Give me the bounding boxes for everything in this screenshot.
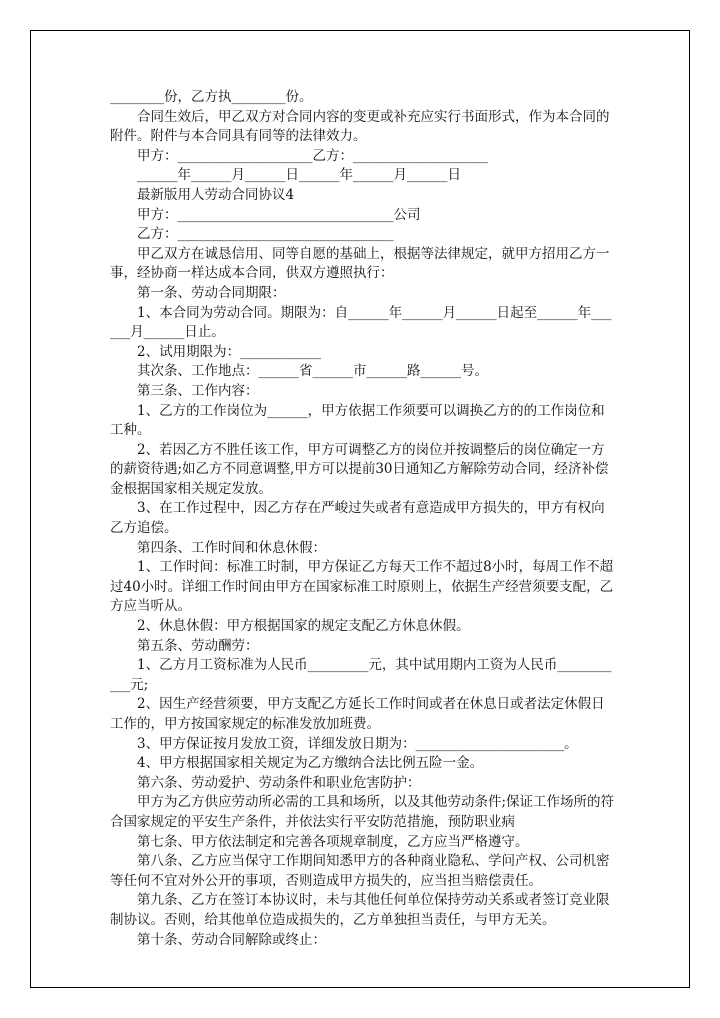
paragraph: ________份，乙方执________份。 <box>110 89 313 105</box>
paragraph: 第六条、劳动爱护、劳动条件和职业危害防护： <box>137 774 421 791</box>
paragraph: 第四条、工作时间和休息休假： <box>137 539 326 556</box>
paragraph: 甲方为乙方供应劳动所必需的工具和场所，以及其他劳动条件;保证工作场所的符合国家规定的平安生产条件，并依法实行平安防范措施，预防职业病 <box>110 794 615 830</box>
paragraph: 2、试用期限为：____________ <box>137 343 322 360</box>
paragraph: 2、若因乙方不胜任该工作，甲方可调整乙方的岗位并按调整后的岗位确定一方的薪资待遇;如乙方不同意调整,甲方可以提前30日通知乙方解除劳动合同，经济补偿金根据国家相关规定发放。 <box>110 441 609 497</box>
paragraph: ______年______月______日______年______月______日 <box>137 167 461 184</box>
paragraph: 1、乙方月工资标准为人民币_________元，其中试用期内工资为人民币___________元; <box>110 657 612 693</box>
paragraph: 甲方：________________________________公司 <box>137 206 421 223</box>
paragraph: 4、甲方根据国家相关规定为乙方缴纳合法比例五险一金。 <box>137 755 484 772</box>
paragraph: 最新版用人劳动合同协议4 <box>137 186 295 203</box>
paragraph: 1、工作时间：标准工时制，甲方保证乙方每天工作不超过8小时，每周工作不超过40小时。详细工作时间由甲方在国家标准工时原则上，依据生产经营须要支配，乙方应当听从。 <box>110 559 614 615</box>
paragraph: 其次条、工作地点：______省______市______路______号。 <box>137 363 488 380</box>
paragraph: 甲乙双方在诚恳信用、同等自愿的基础上，根据等法律规定，就甲方招用乙方一事，经协商一样达成本合同，供双方遵照执行： <box>110 245 610 282</box>
paragraph: 第八条、乙方应当保守工作期间知悉甲方的各种商业隐私、学问产权、公司机密等任何不宜对外公开的事项，否则造成甲方损失的，应当担当赔偿责任。 <box>110 853 610 889</box>
paragraph: 第一条、劳动合同期限： <box>137 284 286 301</box>
paragraph: 1、乙方的工作岗位为______，甲方依据工作须要可以调换乙方的的工作岗位和工种。 <box>110 402 605 439</box>
paragraph: 甲方：____________________乙方：____________________ <box>137 147 488 164</box>
paragraph: 2、因生产经营须要，甲方支配乙方延长工作时间或者在休息日或者法定休假日工作的，甲方按国家规定的标准发放加班费。 <box>110 696 605 732</box>
paragraph: 乙方：________________________________ <box>137 226 394 243</box>
paragraph: 第十条、劳动合同解除或终止： <box>137 931 326 948</box>
paragraph: 第五条、劳动酬劳： <box>137 637 259 654</box>
paragraph: 合同生效后，甲乙双方对合同内容的变更或补充应实行书面形式，作为本合同的附件。附件与本合同具有同等的法律效力。 <box>110 108 610 145</box>
paragraph: 3、甲方保证按月发放工资，详细发放日期为：______________________。 <box>137 735 578 752</box>
paragraph: 第七条、甲方依法制定和完善各项规章制度，乙方应当严格遵守。 <box>137 833 529 850</box>
paragraph: 第九条、乙方在签订本协议时，未与其他任何单位保持劳动关系或者签订竞业限制协议。否则，给其他单位造成损失的，乙方单独担当责任，与甲方无关。 <box>110 892 610 928</box>
paragraph: 2、休息休假：甲方根据国家的规定支配乙方休息休假。 <box>137 618 470 635</box>
paragraph: 3、在工作过程中，因乙方存在严峻过失或者有意造成甲方损失的，甲方有权向乙方追偿。 <box>110 500 605 537</box>
document-body <box>110 88 615 950</box>
paragraph: 1、本合同为劳动合同。期限为：自______年______月______日起至______年______月______日止。 <box>110 304 612 341</box>
paragraph: 第三条、工作内容： <box>137 382 259 399</box>
